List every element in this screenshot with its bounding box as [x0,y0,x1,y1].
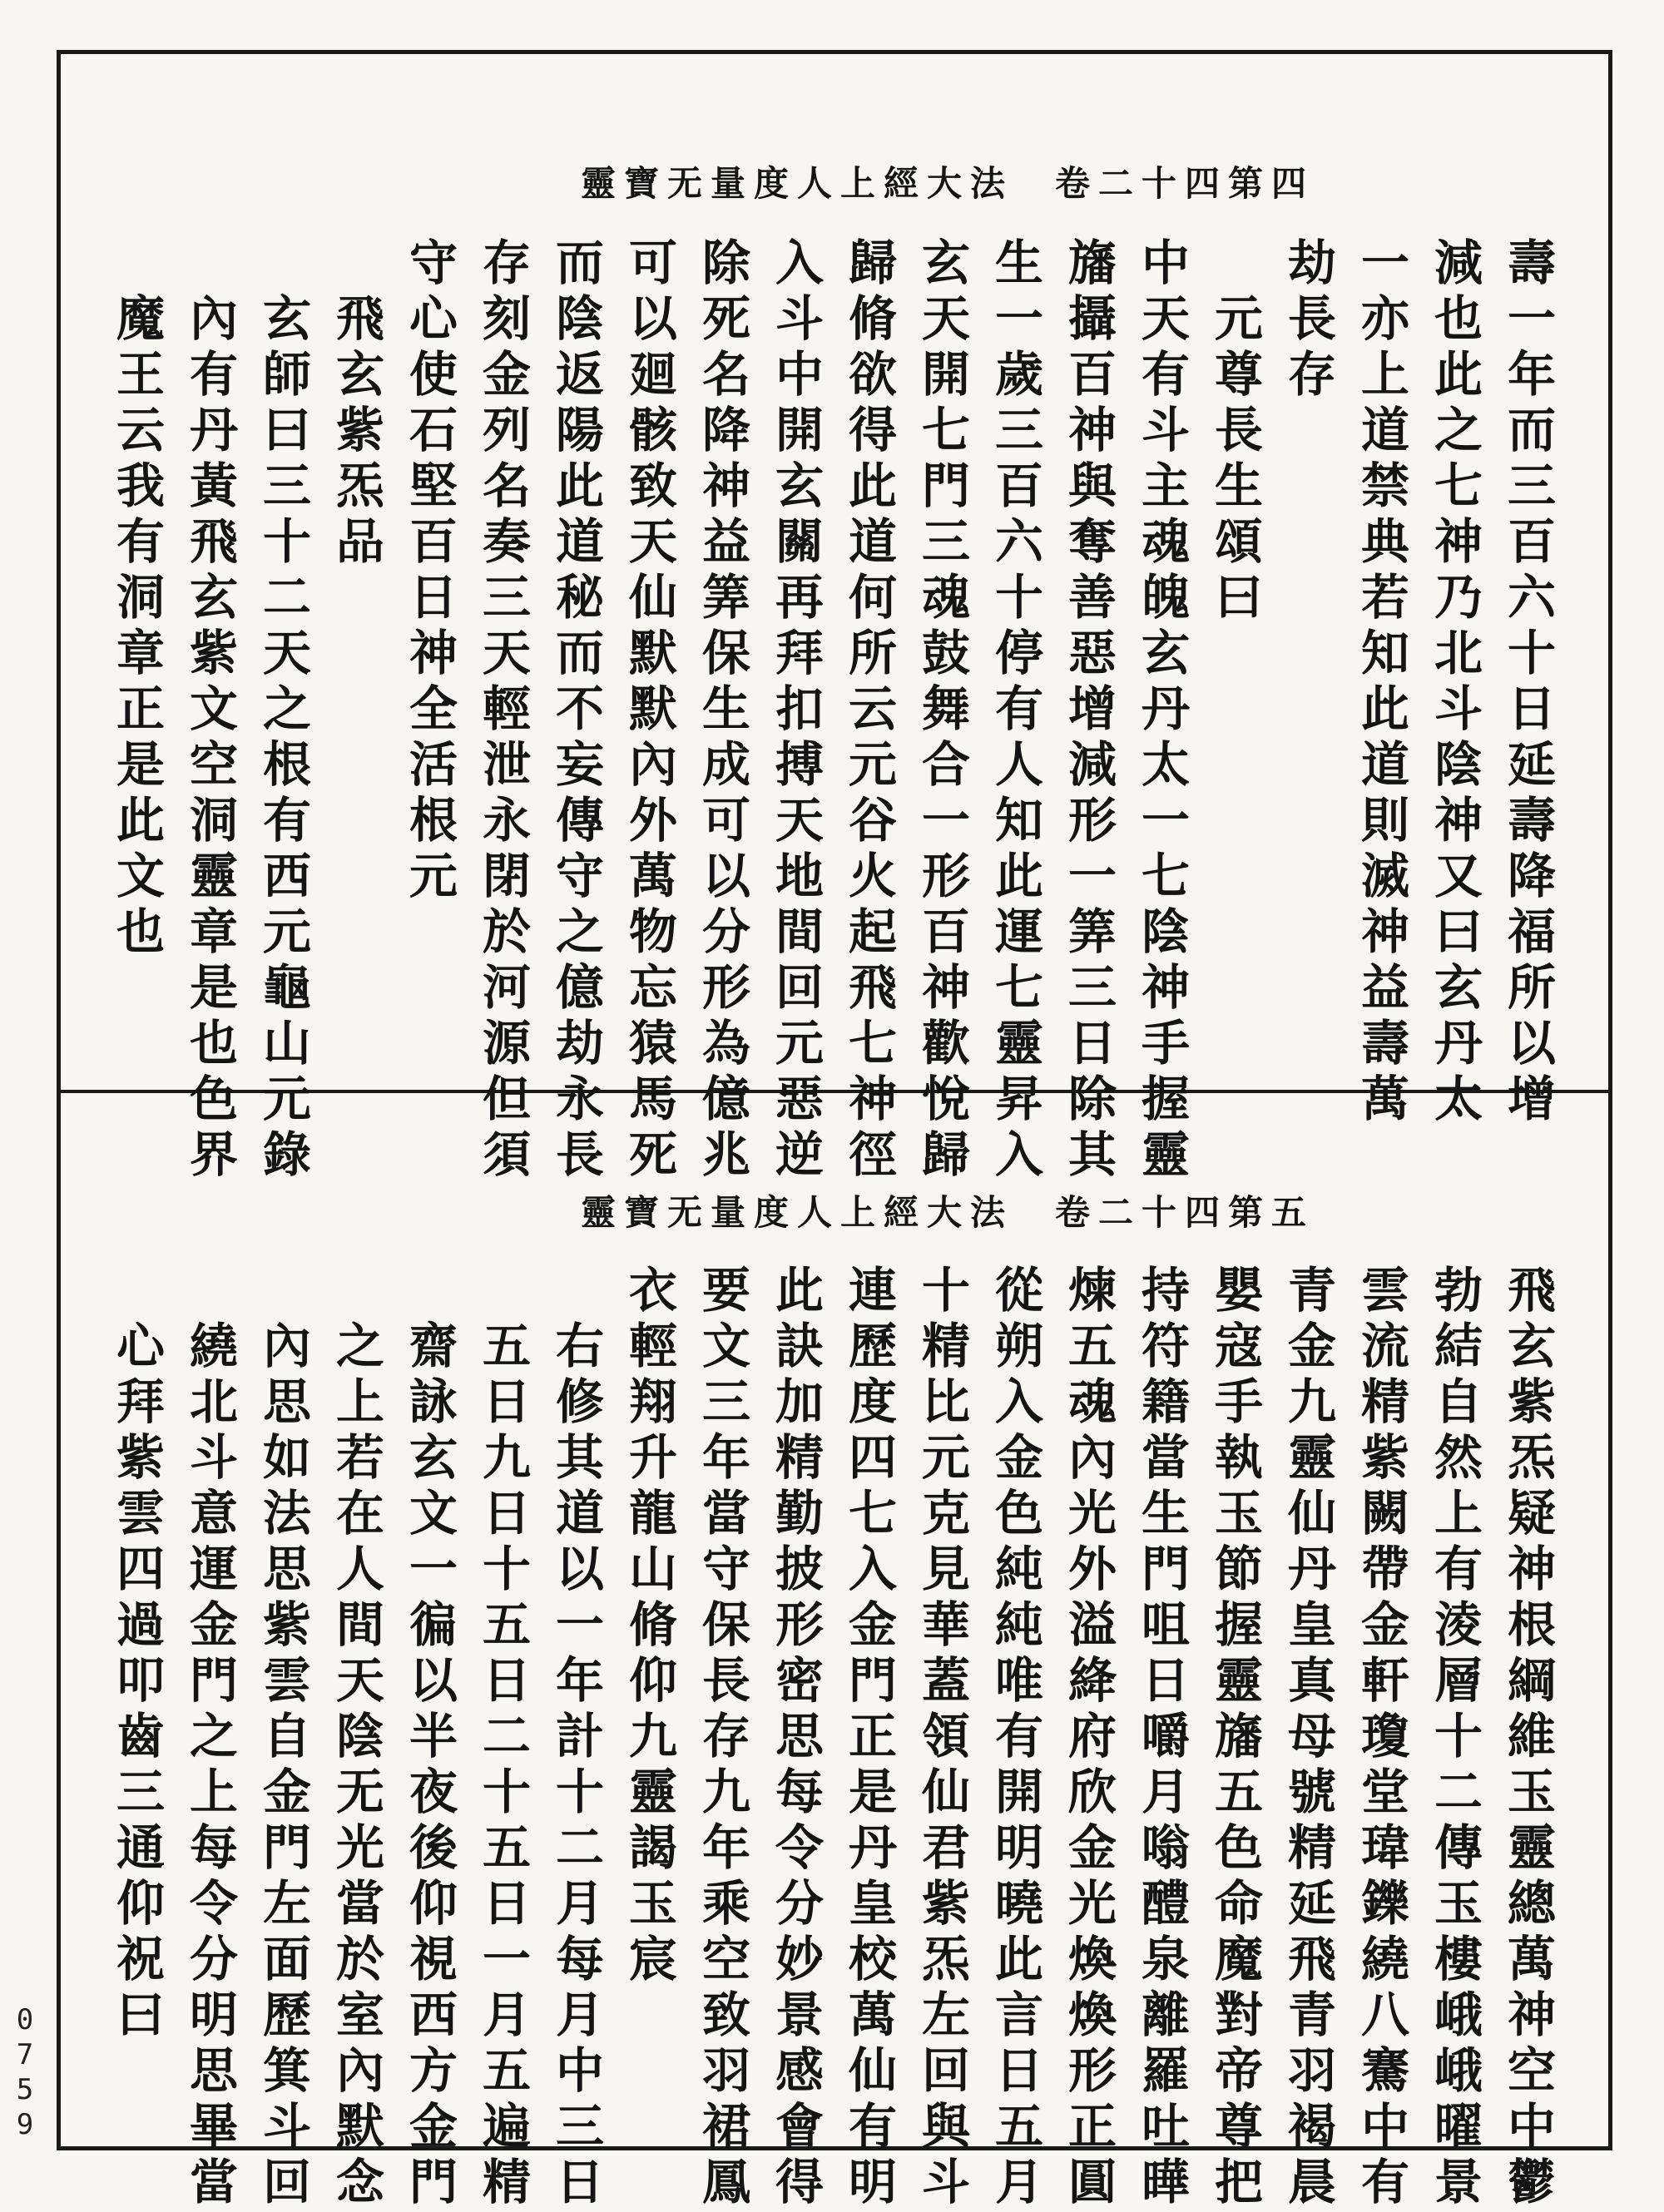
text-column: 雲流精紫闕帶金軒瓊堂瑋鑠繞八騫中有 [1353,1264,1409,2212]
bottom-text-panel [100,1264,1564,2212]
text-column: 旛攝百神與奪善惡增減形一筭三日除其 [1060,237,1117,1185]
text-column: 持符籍當生門咀日嚼月嗡醴泉離羅吐曄 [1133,1264,1190,2212]
text-column: 元尊長生頌曰 [1206,237,1263,627]
text-column: 內思如法思紫雲自金門左面歷箕斗回 [255,1264,311,2212]
text-column: 生一歲三百六十停有人知此運七靈昇入 [987,237,1043,1185]
text-column: 右修其道以一年計十二月每月中三日 [547,1264,604,2212]
top-title: 靈寶无量度人上經大法 [580,163,1013,204]
text-column: 一亦上道禁典若知此道則滅神益壽萬 [1353,237,1409,1129]
text-column: 繞北斗意運金門之上每令分明思畢當 [181,1264,238,2212]
text-column: 內有丹黃飛玄紫文空洞靈章是也色界 [181,237,238,1185]
text-column: 存刻金列名奏三天輕泄永閉於河源但須 [474,237,531,1185]
text-column: 之上若在人間天陰无光當於室內默念 [328,1264,384,2212]
text-column: 青金九靈仙丹皇真母號精延飛青羽褐晨 [1280,1264,1336,2212]
text-column: 可以廻骸致天仙默默內外萬物忘猿馬死 [621,237,677,1185]
text-column: 此訣加精勤披形密思每令分妙景感會得 [767,1264,824,2212]
text-column: 歸脩欲得此道何所云元谷火起飛七神徑 [840,237,897,1185]
text-column: 飛玄紫炁疑神根綱維玉靈總萬神空中鬱 [1499,1264,1556,2212]
page-number: 0759 [8,2003,42,2143]
text-column: 魔王云我有洞章正是此文也 [108,237,165,962]
text-column: 中天有斗主魂魄玄丹太一七陰神手握靈 [1133,237,1190,1185]
text-column: 除死名降神益筭保生成可以分形為億兆 [694,237,750,1185]
text-column: 連歷度四七入金門正是丹皇校萬仙有明 [840,1264,897,2212]
text-column: 劫長存 [1280,237,1336,404]
top-text-panel [100,237,1564,1185]
text-column: 飛玄紫炁品 [328,237,384,572]
bottom-volume: 卷二十四第五 [1054,1192,1315,1233]
text-column: 衣輕翔升龍山脩仰九靈謁玉宸 [621,1264,677,1989]
text-column: 要文三年當守保長存九年乘空致羽裙鳳 [694,1264,750,2212]
text-column: 入斗中開玄關再拜扣搏天地間回元惡逆 [767,237,824,1185]
text-column: 守心使石堅百日神全活根元 [401,237,458,906]
top-volume: 卷二十四第四 [1054,163,1315,204]
text-column: 從朔入金色純純唯有開明曉此言日五月 [987,1264,1043,2212]
text-column: 而陰返陽此道秘而不妄傳守之億劫永長 [547,237,604,1185]
bottom-title: 靈寶无量度人上經大法 [580,1192,1013,1233]
text-column: 玄天開七門三魂鼓舞合一形百神歡悅歸 [914,237,970,1185]
text-column: 齋詠玄文一徧以半夜後仰視西方金門 [401,1264,458,2212]
top-header [581,156,1315,206]
text-column: 心拜紫雲四過叩齒三通仰祝曰 [108,1264,165,2045]
text-column: 壽一年而三百六十日延壽降福所以增 [1499,237,1556,1129]
text-column: 十精比元克見華蓋領仙君紫炁左回與斗 [914,1264,970,2212]
bottom-header [581,1185,1315,1235]
text-column: 五日九日十五日二十五日一月五遍精 [474,1264,531,2212]
text-column: 嬰寇手執玉節握靈旛五色命魔對帝尊把 [1206,1264,1263,2212]
text-column: 勃結自然上有淩層十二傳玉樓峨峨曜景 [1426,1264,1483,2212]
text-column: 煉五魂內光外溢絳府欣金光煥煥形正圓 [1060,1264,1117,2212]
text-column: 玄師曰三十二天之根有西元龜山元錄 [255,237,311,1185]
text-column: 減也此之七神乃北斗陰神又曰玄丹太 [1426,237,1483,1129]
